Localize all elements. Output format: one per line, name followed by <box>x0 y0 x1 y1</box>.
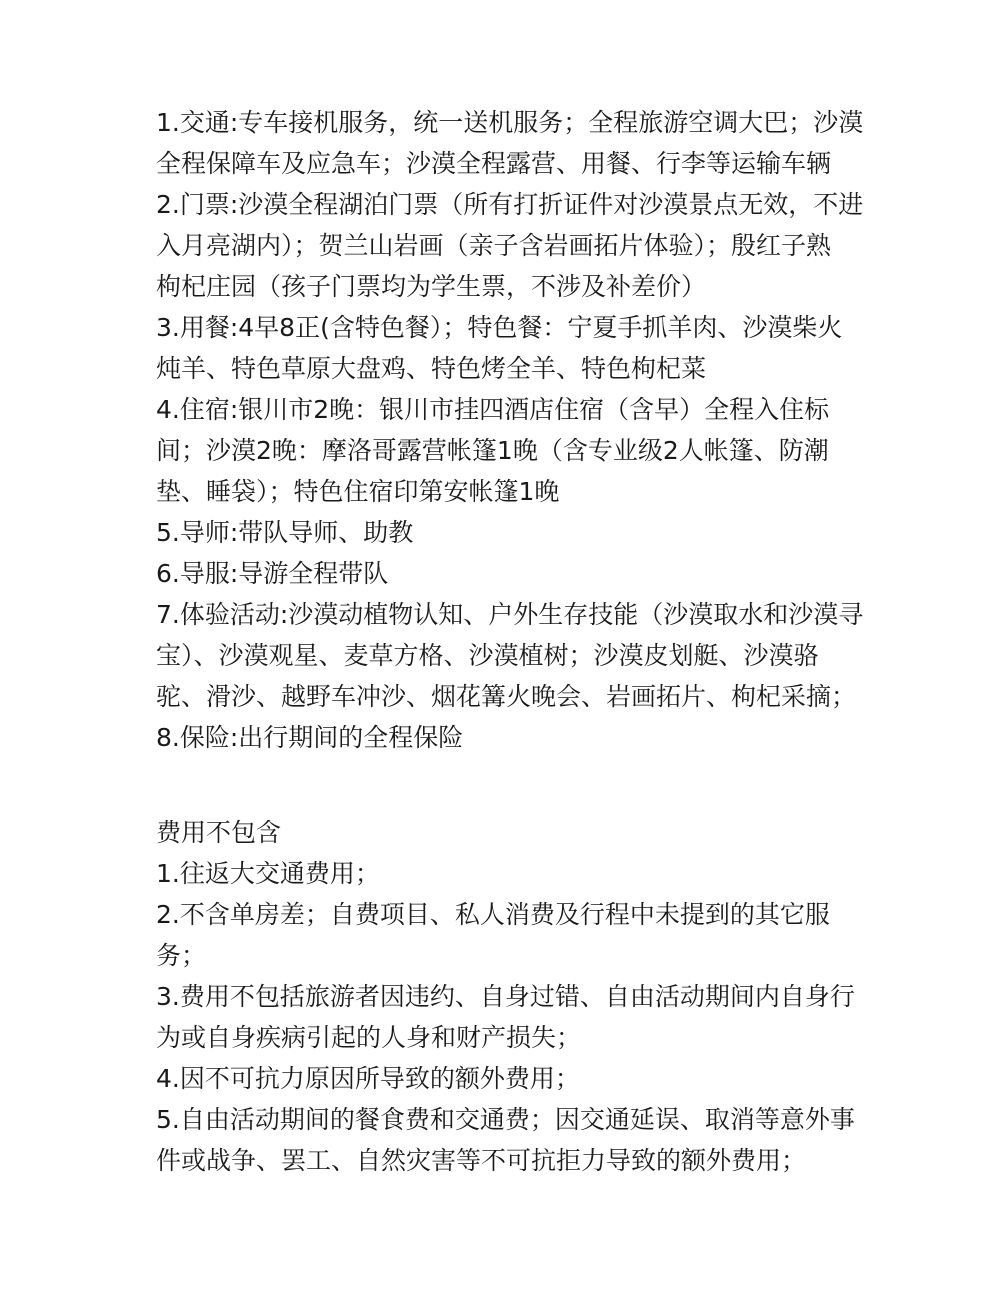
text-line: 全程保障车及应急车；沙漠全程露营、用餐、行李等运输车辆 <box>156 149 832 178</box>
text-line: 枸杞庄园（孩子门票均为学生票，不涉及补差价） <box>156 272 707 301</box>
text-line: 务； <box>156 941 207 970</box>
text-line: 4.因不可抗力原因所导致的额外费用； <box>156 1064 580 1093</box>
text-line: 5.导师:带队导师、助教 <box>156 518 414 547</box>
text-line: 2.门票:沙漠全程湖泊门票（所有打折证件对沙漠景点无效，不进 <box>156 190 864 219</box>
text-line: 驼、滑沙、越野车冲沙、烟花篝火晚会、岩画拓片、枸杞采摘； <box>156 682 857 711</box>
fee-included-section <box>156 102 896 758</box>
text-line: 宝）、沙漠观星、麦草方格、沙漠植树；沙漠皮划艇、沙漠骆 <box>156 641 819 670</box>
text-line: 5.自由活动期间的餐食费和交通费；因交通延误、取消等意外事 <box>156 1105 855 1134</box>
text-line: 7.体验活动:沙漠动植物认知、户外生存技能（沙漠取水和沙漠寻 <box>156 600 864 629</box>
text-line: 间；沙漠2晚：摩洛哥露营帐篷1晚（含专业级2人帐篷、防潮 <box>156 436 829 465</box>
text-line: 1.交通:专车接机服务，统一送机服务；全程旅游空调大巴；沙漠 <box>156 108 864 137</box>
text-line: 3.用餐:4早8正(含特色餐）；特色餐：宁夏手抓羊肉、沙漠柴火 <box>156 313 843 342</box>
text-line: 4.住宿:银川市2晚：银川市挂四酒店住宿（含早）全程入住标 <box>156 395 830 424</box>
text-line: 2.不含单房差；自费项目、私人消费及行程中未提到的其它服 <box>156 900 830 929</box>
text-line: 炖羊、特色草原大盘鸡、特色烤全羊、特色枸杞菜 <box>156 354 707 383</box>
text-line: 3.费用不包括旅游者因违约、自身过错、自由活动期间内自身行 <box>156 982 855 1011</box>
text-line: 1.往返大交通费用； <box>156 859 380 888</box>
text-line: 入月亮湖内）；贺兰山岩画（亲子含岩画拓片体验）；殷红子熟 <box>156 231 832 260</box>
text-line: 为或自身疾病引起的人身和财产损失； <box>156 1023 582 1052</box>
text-line: 垫、睡袋）；特色住宿印第安帐篷1晚 <box>156 477 560 506</box>
section-heading: 费用不包含 <box>156 818 282 847</box>
text-line: 8.保险:出行期间的全程保险 <box>156 723 464 752</box>
text-line: 件或战争、罢工、自然灾害等不可抗拒力导致的额外费用； <box>156 1146 807 1175</box>
fee-excluded-section <box>156 812 896 1181</box>
text-line: 6.导服:导游全程带队 <box>156 559 389 588</box>
